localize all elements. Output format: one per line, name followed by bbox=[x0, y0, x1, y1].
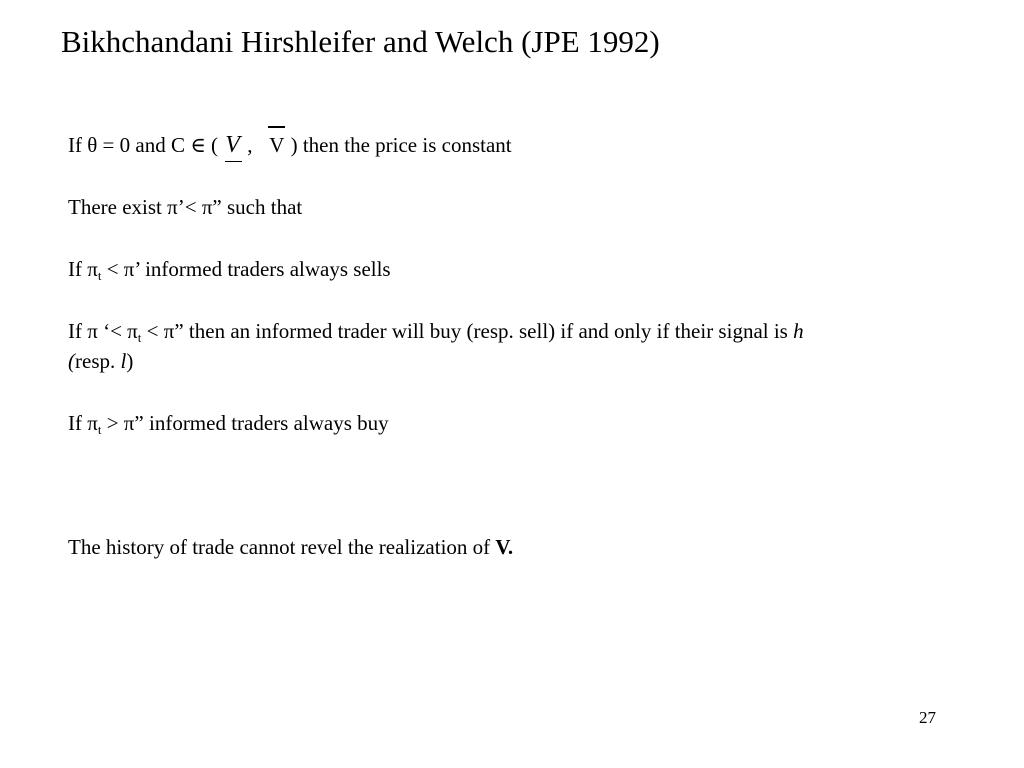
always-sell-statement bbox=[68, 256, 391, 289]
page-number: 27 bbox=[919, 708, 936, 727]
resp-open-paren: ( bbox=[68, 349, 75, 373]
resp-close-paren: ) bbox=[126, 349, 134, 373]
follow-signal-statement bbox=[68, 318, 804, 351]
follow-signal-middle: < π” then an informed trader will buy (resp. sell) if and only if their signal is bbox=[141, 319, 794, 343]
price-constant-suffix: ) then the price is constant bbox=[290, 133, 512, 157]
price-constant-statement bbox=[68, 132, 512, 158]
slide-title: Bikhchandani Hirshleifer and Welch (JPE 1992) bbox=[61, 24, 660, 59]
follow-signal-continuation bbox=[68, 348, 133, 374]
signal-h: h bbox=[793, 319, 804, 343]
signal-l: l bbox=[120, 349, 127, 373]
history-statement bbox=[68, 534, 513, 560]
subscript-t: t bbox=[97, 422, 102, 437]
follow-signal-prefix: If π ‘< π bbox=[68, 319, 138, 343]
thresholds-statement: There exist π’< π” such that bbox=[68, 195, 303, 219]
always-buy-suffix: > π” informed traders always buy bbox=[101, 411, 389, 435]
v-upper-bound-symbol: V bbox=[269, 133, 285, 157]
v-lower-bound-symbol: V bbox=[225, 132, 240, 158]
subscript-t: t bbox=[97, 268, 102, 283]
interval-comma: , bbox=[241, 133, 253, 157]
always-sell-suffix: < π’ informed traders always sells bbox=[101, 257, 391, 281]
always-buy-statement bbox=[68, 410, 389, 443]
realization-v: V. bbox=[495, 535, 514, 559]
price-constant-prefix: If θ = 0 and C ∈ ( bbox=[68, 133, 219, 157]
always-sell-prefix: If π bbox=[68, 257, 98, 281]
history-text: The history of trade cannot revel the realization of bbox=[68, 535, 496, 559]
resp-label: resp. bbox=[75, 349, 121, 373]
subscript-t: t bbox=[137, 330, 142, 345]
always-buy-prefix: If π bbox=[68, 411, 98, 435]
